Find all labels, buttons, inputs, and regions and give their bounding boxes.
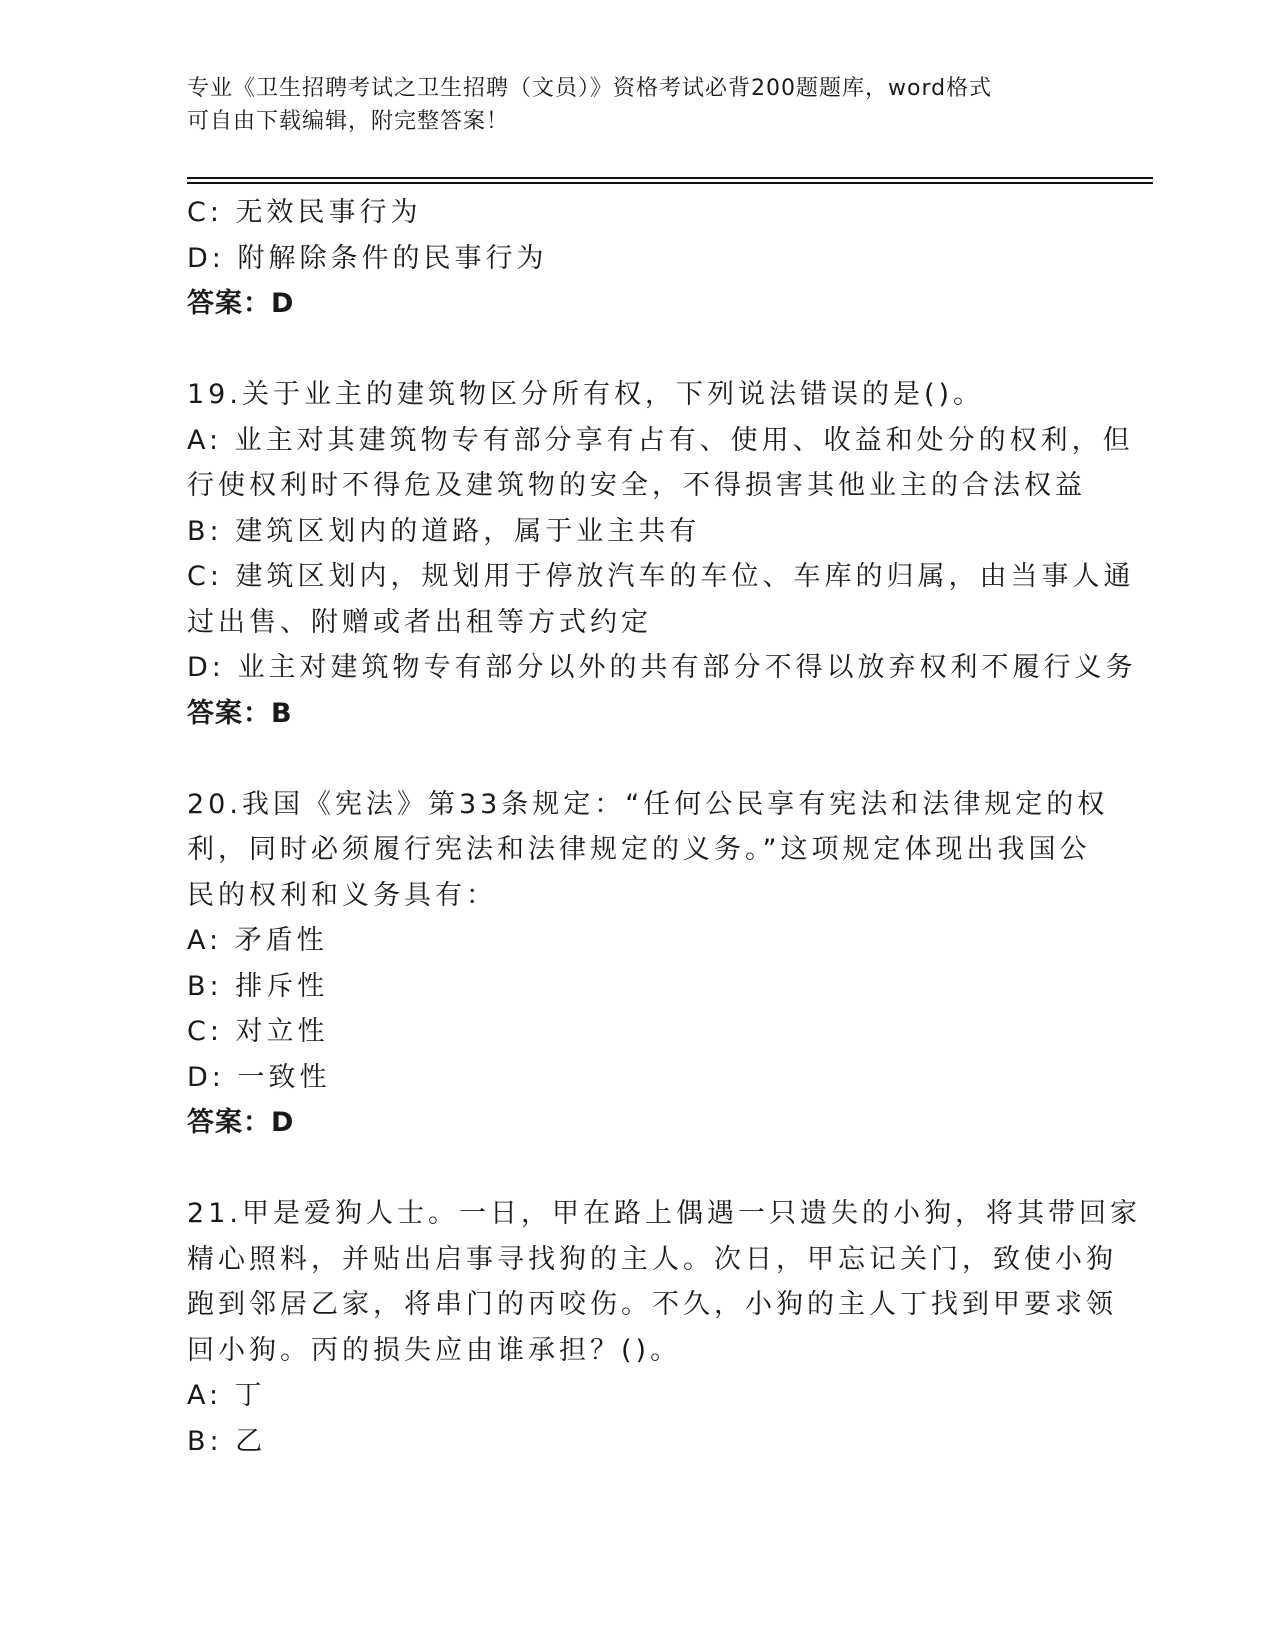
document-header bbox=[187, 72, 1067, 138]
q20-option-b: B: 排斥性 bbox=[187, 970, 329, 1002]
q21-stem-line-1: 21.甲是爱狗人士。一日，甲在路上偶遇一只遗失的小狗，将其带回家 bbox=[187, 1198, 1141, 1229]
question-spacer bbox=[187, 327, 1087, 373]
q19-option-c-line-2: 过出售、附赠或者出租等方式约定 bbox=[187, 606, 652, 638]
q21-stem-line-2: 精心照料，并贴出启事寻找狗的主人。次日，甲忘记关门，致使小狗 bbox=[187, 1243, 1117, 1275]
q20-option-a: A: 矛盾性 bbox=[187, 925, 328, 956]
q21-option-a: A: 丁 bbox=[187, 1380, 266, 1411]
q18-option-c: C: 无效民事行为 bbox=[187, 197, 422, 228]
header-divider-top bbox=[187, 177, 1153, 179]
header-line-2: 可自由下载编辑，附完整答案！ bbox=[187, 109, 510, 134]
question-20 bbox=[187, 782, 1109, 1146]
question-spacer bbox=[187, 736, 1087, 782]
q18-option-d: D: 附解除条件的民事行为 bbox=[187, 242, 548, 274]
q19-option-c-line-1: C: 建筑区划内，规划用于停放汽车的车位、车库的归属，由当事人通 bbox=[187, 561, 1135, 592]
q20-stem-line-3: 民的权利和义务具有： bbox=[187, 879, 497, 911]
q19-option-b: B: 建筑区划内的道路，属于业主共有 bbox=[187, 515, 701, 547]
q19-stem: 19.关于业主的建筑物区分所有权，下列说法错误的是()。 bbox=[187, 379, 985, 410]
question-list bbox=[187, 190, 1141, 1464]
q20-answer: 答案：D bbox=[187, 1107, 295, 1138]
q19-option-a-line-2: 行使权利时不得危及建筑物的安全，不得损害其他业主的合法权益 bbox=[187, 470, 1086, 501]
header-divider-bottom bbox=[187, 182, 1153, 184]
question-21 bbox=[187, 1191, 1141, 1464]
q20-option-c: C: 对立性 bbox=[187, 1016, 329, 1047]
q20-stem-line-2: 利，同时必须履行宪法和法律规定的义务。”这项规定体现出我国公 bbox=[187, 834, 1091, 865]
q20-option-d: D: 一致性 bbox=[187, 1061, 331, 1093]
question-19 bbox=[187, 372, 1137, 736]
question-18-tail bbox=[187, 190, 1087, 327]
q21-stem-line-4: 回小狗。丙的损失应由谁承担？()。 bbox=[187, 1334, 682, 1366]
question-spacer bbox=[187, 1146, 1087, 1192]
q20-stem-line-1: 20.我国《宪法》第33条规定：“任何公民享有宪法和法律规定的权 bbox=[187, 788, 1109, 820]
q19-option-a-line-1: A: 业主对其建筑物专有部分享有占有、使用、收益和处分的权利，但 bbox=[187, 424, 1134, 456]
q19-option-d: D: 业主对建筑物专有部分以外的共有部分不得以放弃权利不履行义务 bbox=[187, 652, 1137, 683]
q19-answer: 答案：B bbox=[187, 697, 293, 729]
q21-stem-line-3: 跑到邻居乙家，将串门的丙咬伤。不久，小狗的主人丁找到甲要求领 bbox=[187, 1289, 1117, 1320]
q18-answer: 答案：D bbox=[187, 288, 295, 319]
q21-option-b: B: 乙 bbox=[187, 1425, 267, 1457]
header-line-1: 专业《卫生招聘考试之卫生招聘（文员）》资格考试必背200题题库，word格式 bbox=[187, 76, 993, 101]
